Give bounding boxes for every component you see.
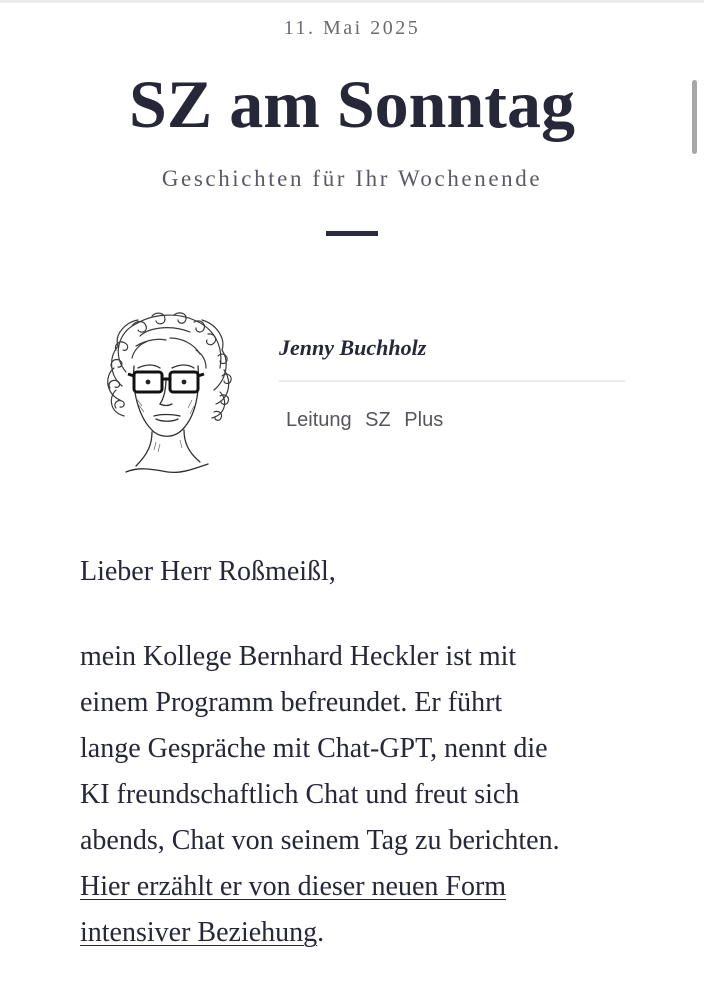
author-portrait-icon	[96, 306, 236, 478]
paragraph-line: einem Programm befreundet. Er führt	[80, 687, 503, 718]
article-link-line	[80, 910, 650, 956]
author-name: Jenny Buchholz	[279, 335, 427, 360]
article-link-line	[80, 864, 650, 910]
title-divider	[326, 231, 378, 236]
issue-date: 11. Mai 2025	[283, 17, 421, 39]
paragraph-line: lange Gespräche mit Chat-GPT, nennt die	[80, 733, 548, 764]
paragraph-line: KI freundschaftlich Chat und freut sich	[80, 779, 520, 810]
paragraph-line: mein Kollege Bernhard Heckler ist mit	[80, 641, 517, 672]
letter-salutation: Lieber Herr Roßmeißl,	[80, 556, 336, 587]
letter-paragraph	[80, 634, 650, 956]
newsletter-tagline: Geschichten für Ihr Wochenende	[161, 166, 543, 191]
article-link[interactable]: Hier erzählt er von dieser neuen Form	[80, 871, 507, 902]
author-role: Leitung SZ Plus	[286, 409, 444, 431]
article-link-end[interactable]: intensiver Beziehung	[80, 917, 318, 948]
paragraph-line: abends, Chat von seinem Tag zu berichten.	[80, 825, 560, 856]
link-period: .	[317, 917, 325, 948]
newsletter-title: SZ am Sonntag	[129, 66, 575, 142]
top-edge	[0, 0, 704, 3]
author-divider	[279, 380, 625, 382]
